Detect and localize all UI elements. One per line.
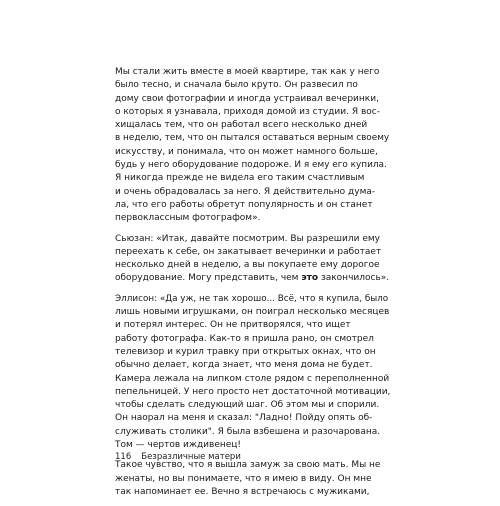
text-line: обычно делает, когда знает, что меня дома не будет. [115, 360, 373, 371]
page-footer [115, 451, 241, 463]
text-line: женаты, но вы понимаете, что я имею в виду. Он мне [115, 473, 372, 484]
text-fragment: оборудование. Могу представить, чем [115, 273, 302, 284]
text-line: Эллисон: «Да уж, не так хорошо... Всё, что я купила, было [115, 293, 389, 304]
paragraph-4 [115, 459, 390, 499]
text-line: Камера лежала на липком столе рядом с переполненной [115, 373, 390, 384]
text-line: работу фотографа. Как-то я пришла рано, он смотрел [115, 333, 374, 344]
text-line: несколько дней в неделю, а вы покупаете ему дорогое [115, 260, 380, 271]
paragraph-3 [115, 293, 390, 453]
text-line-with-emphasis [115, 272, 390, 285]
text-line: будь у него оборудование подороже. И я ему его купила. [115, 160, 387, 171]
text-line: Я никогда прежде не видела его таким счастливым [115, 173, 365, 184]
text-line: ла, что его работы обретут популярность и он станет [115, 199, 373, 210]
paragraph-1 [115, 66, 390, 226]
text-line: первоклассным фотографом». [115, 213, 261, 224]
text-line: Он наорал на меня и сказал: "Ладно! Пойду опять об- [115, 413, 373, 424]
page-number: 116 [115, 452, 132, 462]
text-line: и очень обрадовалась за него. Я действительно дума- [115, 186, 376, 197]
text-line: о которых я узнавала, приходя домой из студии. Я вос- [115, 106, 380, 117]
text-line: Том — чертов иждивенец! [115, 440, 242, 451]
body-text [115, 66, 390, 506]
text-line: телевизор и курил травку при открытых окнах, что он [115, 346, 376, 357]
text-line: пепельницей. У него просто нет достаточной мотивации, [115, 386, 391, 397]
text-line: было тесно, и сначала было круто. Он развесил по [115, 80, 358, 91]
text-line: так напоминает ее. Вечно я встречаюсь с мужиками, [115, 486, 370, 497]
text-line: Мы стали жить вместе в моей квартире, так как у него [115, 67, 380, 77]
text-line: хищалась тем, что он работал всего несколько дней [115, 120, 368, 131]
emphasis-word: это [301, 273, 319, 284]
text-line: искусству, и понимала, что он может намного больше, [115, 146, 378, 157]
text-line: Такое чувство, что я вышла замуж за свою мать. Мы не [115, 460, 381, 471]
text-line: служивать столики". Я была взбешена и разочарована. [115, 426, 381, 437]
text-line: и потерял интерес. Он не притворялся, что ищет [115, 320, 351, 331]
text-line: в неделю, тем, что он пытался оставаться верным своему [115, 133, 390, 144]
text-line: чтобы сделать следующий шаг. Об этом мы и спорили. [115, 400, 380, 411]
text-line: Сьюзан: «Итак, давайте посмотрим. Вы разрешили ему [115, 233, 380, 244]
text-line: лишь новыми игрушками, он поиграл несколько месяцев [115, 307, 390, 318]
running-title: Безразличные матери [141, 452, 241, 462]
text-line: дому свои фотографии и иногда устраивал вечеринки, [115, 93, 379, 104]
text-fragment: закончилось». [320, 273, 390, 284]
text-line: переехать к себе, он закатывает вечеринки и работает [115, 246, 382, 257]
paragraph-2 [115, 233, 390, 286]
